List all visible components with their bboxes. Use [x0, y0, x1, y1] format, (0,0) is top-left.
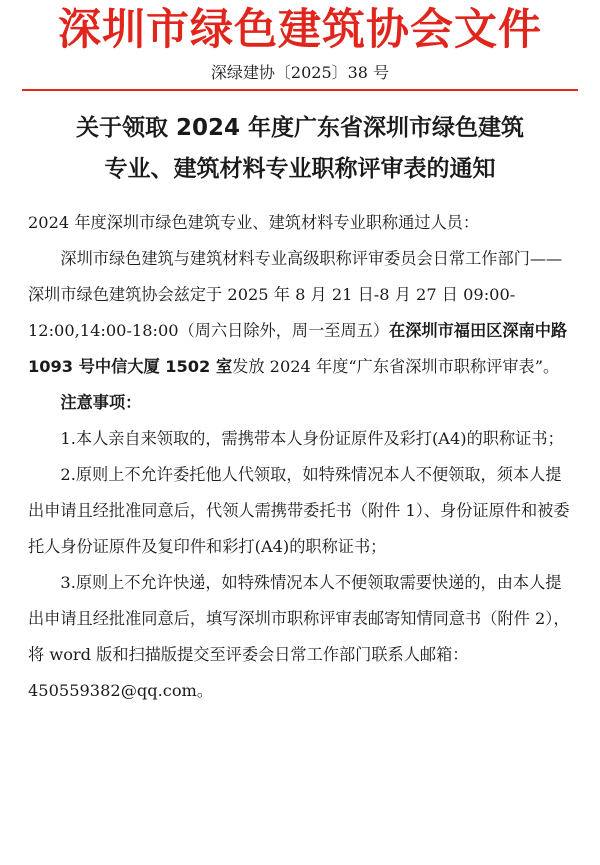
notice-title-line1: 关于领取 2024 年度广东省深圳市绿色建筑 [75, 115, 525, 141]
note-item-3: 3.原则上不允许快递，如特殊情况本人不便领取需要快递的，由本人提出申请且经批准同意后，填写深圳市职称评审表邮寄知情同意书（附件 2），将 word 版和扫描版提交至评委会日常工作部门联系人邮箱：450559382@qq.com。 [28, 573, 570, 700]
red-divider-line [22, 89, 578, 91]
document-number: 深绿建协〔2025〕38 号 [210, 63, 390, 82]
org-header-title: 深圳市绿色建筑协会文件 [58, 5, 542, 55]
salutation: 2024 年度深圳市绿色建筑专业、建筑材料专业职称通过人员： [28, 213, 480, 232]
note-item-2: 2.原则上不允许委托他人代领取，如特殊情况本人不便领取，须本人提出申请且经批准同意后，代领人需携带委托书（附件 1）、身份证原件和被委托人身份证原件及复印件和彩打(A4)的职称证书； [28, 465, 570, 556]
distribution-location: 在深圳市福田区深南中路 1093 号中信大厦 1502 室 [28, 321, 568, 376]
paragraph-distribution [28, 241, 574, 385]
paragraph-distribution-start: 深圳市绿色建筑与建筑材料专业高级职称评审委员会日常工作部门——深圳市绿色建筑协会兹定于 2025 年 8 月 21 日-8 月 27 日 09:00-12:00,14:00-18:00（周六日除外，周一至周五） [28, 249, 563, 340]
paragraph-distribution-end: 发放 2024 年度“广东省深圳市职称评审表”。 [232, 357, 560, 376]
notice-title-line2: 专业、建筑材料专业职称评审表的通知 [104, 156, 496, 182]
notes-heading: 注意事项： [60, 393, 142, 412]
notice-title [0, 108, 600, 190]
note-item-1: 1.本人亲自来领取的，需携带本人身份证原件及彩打(A4)的职称证书； [60, 429, 564, 448]
notice-body [28, 205, 574, 709]
